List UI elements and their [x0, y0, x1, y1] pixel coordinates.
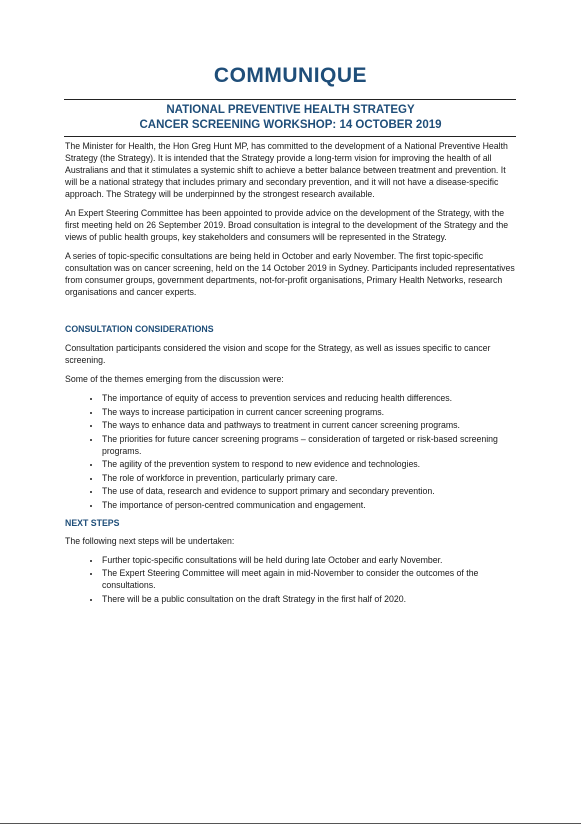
list-item: • The importance of person-centred communication and engagement.: [101, 499, 520, 511]
intro-paragraph: A series of topic-specific consultations are being held in October and early November. The first topic-specific consultation was on cancer screening, held on the 14 October 2019 in Sydney. Participants included representatives from consumer groups, government departments, not-for-profit organisations, Primary Health Networks, research organisations and cancer experts.: [65, 251, 515, 297]
next-steps-heading: NEXT STEPS: [65, 517, 120, 528]
list-item: • The priorities for future cancer screening programs – consideration of targeted or risk-based screening programs.: [101, 433, 520, 457]
document-subtitle-line2: CANCER SCREENING WORKSHOP: 14 OCTOBER 2019: [139, 119, 442, 131]
page-bottom-edge: [0, 823, 581, 824]
list-item: • There will be a public consultation on the draft Strategy in the first half of 2020.: [101, 593, 520, 605]
themes-list: [65, 392, 520, 511]
next-steps-list: [65, 554, 520, 605]
document-subtitle-line1: NATIONAL PREVENTIVE HEALTH STRATEGY: [166, 104, 415, 116]
intro-paragraph: The Minister for Health, the Hon Greg Hunt MP, has committed to the development of a National Preventive Health Strategy (the Strategy). It is intended that the Strategy provide a long-term vision for improving the health of all Australians and that it stimulates a systemic shift to achieve a better balance between treatment and prevention. It will be a national strategy that includes primary and secondary prevention, and it will not have a disease-specific approach. The Strategy will be underpinned by the strongest research available.: [65, 141, 508, 199]
list-item: • The importance of equity of access to prevention services and reducing health differences.: [101, 392, 520, 404]
list-item: • The ways to enhance data and pathways to treatment in current cancer screening programs.: [101, 419, 520, 431]
list-item: • The role of workforce in prevention, particularly primary care.: [101, 472, 520, 484]
consultation-paragraph: Consultation participants considered the vision and scope for the Strategy, as well as issues specific to cancer screening.: [65, 343, 491, 365]
intro-paragraph: An Expert Steering Committee has been appointed to provide advice on the development of the Strategy, with the first meeting held on 26 September 2019. Broad consultation is integral to the development of the Strategy and the views of public health groups, key stakeholders and consumers will be represented in the Strategy.: [65, 208, 509, 242]
document-title: COMMUNIQUE: [213, 64, 368, 87]
title-bottom-rule: [64, 136, 516, 137]
list-item: • The agility of the prevention system to respond to new evidence and technologies.: [101, 458, 520, 470]
document-body: [65, 140, 520, 611]
list-item: • Further topic-specific consultations will be held during late October and early November.: [101, 554, 520, 566]
list-item: • The ways to increase participation in current cancer screening programs.: [101, 406, 520, 418]
list-item: • The use of data, research and evidence to support primary and secondary prevention.: [101, 485, 520, 497]
title-top-rule: [64, 99, 516, 100]
consultation-heading: CONSULTATION CONSIDERATIONS: [65, 324, 214, 334]
list-item: • The Expert Steering Committee will meet again in mid-November to consider the outcomes of the consultations.: [101, 567, 520, 591]
next-steps-paragraph: The following next steps will be undertaken:: [65, 535, 235, 546]
themes-intro-paragraph: Some of the themes emerging from the discussion were:: [65, 374, 284, 384]
